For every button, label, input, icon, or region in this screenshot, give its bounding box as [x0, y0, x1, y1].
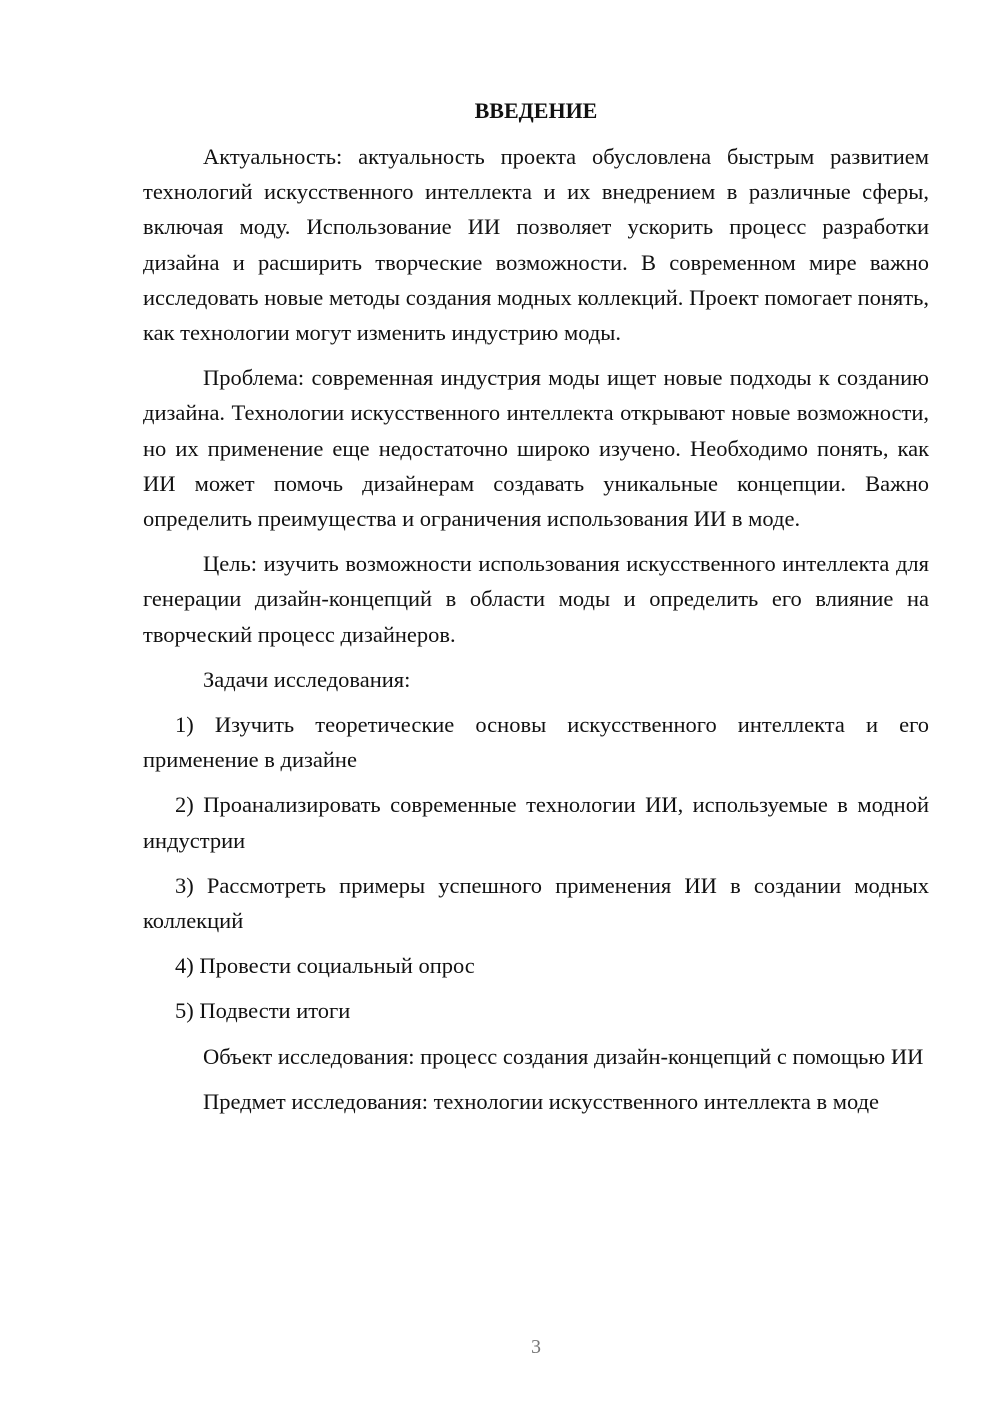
goal-paragraph: Цель: изучить возможности использования искусственного интеллекта для генерации дизайн-концепций в области моды и определить его влияние на творческий процесс дизайнеров.	[143, 551, 929, 647]
task-item: 3) Рассмотреть примеры успешного применения ИИ в создании модных коллекций	[143, 872, 929, 934]
task-item: 2) Проанализировать современные технологии ИИ, используемые в модной индустрии	[143, 792, 929, 853]
page-number: 3	[531, 1336, 541, 1358]
subject-paragraph: Предмет исследования: технологии искусственного интеллекта в моде	[203, 1088, 880, 1114]
page-content	[143, 95, 929, 1129]
object-paragraph: Объект исследования: процесс создания дизайн-концепций с помощью ИИ	[203, 1043, 924, 1069]
problem-paragraph: Проблема: современная индустрия моды ищет новые подходы к созданию дизайна. Технологии искусственного интеллекта открывают новые возможности, но их применение еще недостаточно широко изучено. Необходимо понять, как ИИ может помочь дизайнерам создавать уникальные концепции. Важно определить преимущества и ограничения использования ИИ в моде.	[143, 365, 929, 532]
task-item: 5) Подвести итоги	[175, 998, 351, 1024]
task-item: 4) Провести социальный опрос	[175, 953, 475, 979]
page-title: ВВЕДЕНИЕ	[474, 98, 598, 123]
task-item: 1) Изучить теоретические основы искусственного интеллекта и его применение в дизайне	[143, 712, 929, 773]
tasks-heading: Задачи исследования:	[203, 666, 411, 692]
relevance-paragraph: Актуальность: актуальность проекта обусловлена быстрым развитием технологий искусственного интеллекта и их внедрением в различные сферы, включая моду. Использование ИИ позволяет ускорить процесс разработки дизайна и расширить творческие возможности. В современном мире важно исследовать новые методы создания модных коллекций. Проект помогает понять, как технологии могут изменить индустрию моды.	[143, 144, 929, 346]
